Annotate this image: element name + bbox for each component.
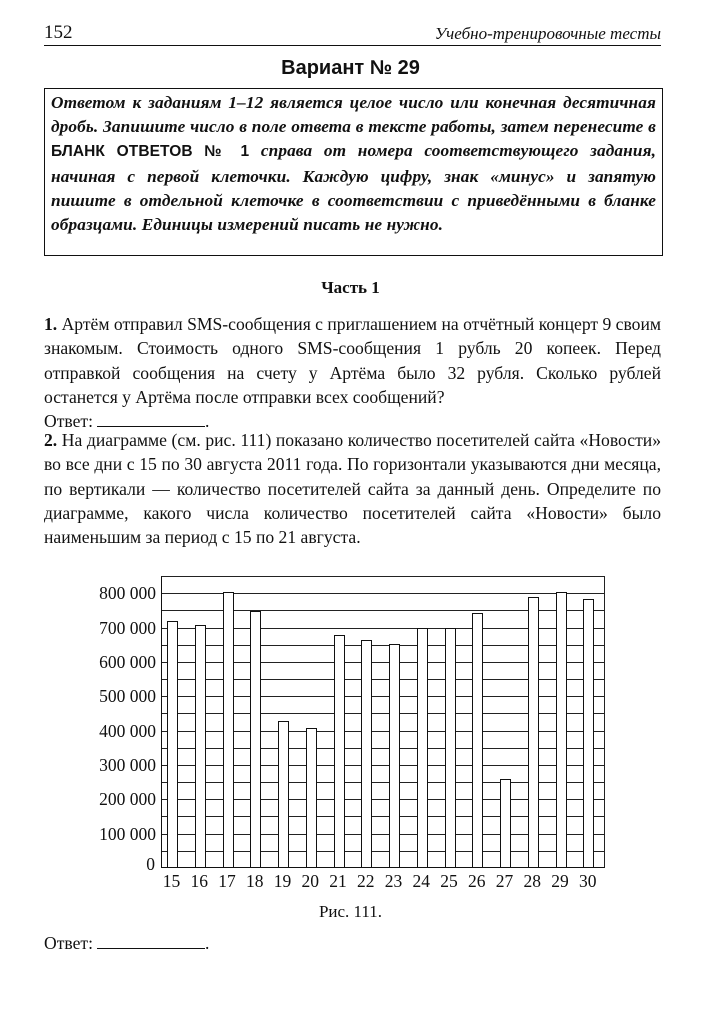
y-tick-label: 200 000 (99, 789, 156, 810)
gridline (162, 628, 604, 629)
instructions-emphasis: БЛАНК ОТВЕТОВ № 1 (51, 143, 250, 161)
bar-day-25 (445, 628, 456, 867)
variant-title: Вариант № 29 (281, 57, 420, 79)
x-tick-label: 24 (412, 871, 430, 891)
bar-day-21 (334, 635, 345, 867)
gridline (162, 662, 604, 663)
answer-period: . (204, 933, 210, 953)
x-tick-label: 29 (551, 871, 569, 891)
x-tick-label: 27 (495, 871, 514, 891)
x-tick-label: 21 (329, 871, 347, 891)
gridline (162, 713, 604, 714)
bar-day-15 (167, 621, 178, 867)
bar-day-16 (195, 625, 206, 867)
page-header (44, 22, 661, 46)
y-tick-label: 600 000 (99, 651, 156, 672)
y-tick-label: 800 000 (99, 583, 156, 604)
bar-day-17 (223, 592, 234, 867)
instructions-box (44, 88, 663, 256)
y-tick-label: 500 000 (99, 686, 156, 707)
running-title: Учебно-тренировочные тесты (434, 24, 661, 43)
y-tick-label: 400 000 (99, 720, 156, 741)
bar-day-24 (417, 628, 428, 867)
bar-day-28 (528, 597, 539, 867)
part-title: Часть 1 (321, 278, 380, 297)
gridline (162, 748, 604, 749)
gridline (162, 610, 604, 611)
x-tick-label: 26 (468, 871, 486, 891)
gridline (162, 731, 604, 732)
gridline (162, 834, 604, 835)
bar-day-29 (556, 592, 567, 867)
task-1 (44, 312, 661, 433)
x-tick-label: 25 (440, 871, 458, 891)
x-tick-label: 28 (523, 871, 541, 891)
instructions-text-1: Ответом к заданиям 1–12 является целое число или конечная десятичная дробь. Запишите число в поле ответа в тексте работы, затем перенесите в (51, 93, 656, 137)
bar-day-19 (278, 721, 289, 867)
x-tick-label: 17 (218, 871, 236, 891)
gridline (162, 645, 604, 646)
bar-day-30 (583, 599, 594, 867)
bar-day-18 (250, 611, 261, 867)
x-tick-label: 22 (357, 871, 375, 891)
x-tick-label: 23 (384, 871, 403, 891)
x-tick-label: 30 (579, 871, 597, 891)
bar-day-20 (306, 728, 317, 867)
bar-day-23 (389, 644, 400, 867)
task-number: 2. (44, 430, 58, 450)
x-tick-label: 15 (162, 871, 181, 891)
x-tick-label: 20 (301, 871, 319, 891)
task-number: 1. (44, 314, 58, 334)
answer-label: Ответ: (44, 411, 93, 432)
gridline (162, 765, 604, 766)
y-tick-label: 700 000 (99, 617, 156, 638)
gridline (162, 851, 604, 852)
bar-day-26 (472, 613, 483, 867)
x-tick-label: 19 (273, 871, 292, 891)
y-tick-label: 100 000 (99, 823, 156, 844)
gridline (162, 696, 604, 697)
bar-day-27 (500, 779, 511, 867)
instructions-text-2: справа от номера соответствующего задания, начиная с первой клеточки. Каждую цифру, знак «минус» и запятую пишите в отдельной клеточке в соответствии с приведёнными в бланке образцами. Единицы измерений писать не нужно. (51, 141, 656, 235)
plot-area (161, 576, 605, 868)
task-text: На диаграмме (см. рис. 111) показано количество посетителей сайта «Новости» во все дни с 15 по 30 августа 2011 года. По горизонтали указываются дни месяца, по вертикали — количество посетителей сайта за данный день. Определите по диаграмме, какого числа количество посетителей сайта «Новости» было наименьшим за период с 15 по 21 августа. (44, 430, 661, 548)
task-2 (44, 428, 661, 549)
answer-period: . (204, 411, 210, 432)
task-2-answer-line (44, 933, 209, 954)
y-tick-label: 0 (146, 854, 155, 874)
x-tick-label: 16 (190, 871, 208, 891)
gridline (162, 799, 604, 800)
x-tick-label: 18 (246, 871, 264, 891)
task-text: Артём отправил SMS-сообщения с приглашением на отчётный концерт 9 своим знакомым. Стоимость одного SMS-сообщения 1 рубль 20 копеек. Перед отправкой сообщения на счету у Артёма было 32 рубля. Сколько рублей останется у Артёма после отправки всех сообщений? (44, 314, 662, 407)
gridline (162, 782, 604, 783)
figure-caption: Рис. 111. (318, 902, 383, 921)
y-tick-label: 300 000 (99, 754, 156, 775)
gridline (162, 679, 604, 680)
gridline (162, 816, 604, 817)
page-number: 152 (44, 22, 73, 43)
gridline (162, 593, 604, 594)
answer-field[interactable] (97, 934, 205, 949)
bar-day-22 (361, 640, 372, 867)
answer-label: Ответ: (44, 933, 93, 953)
answer-field[interactable] (97, 412, 205, 427)
